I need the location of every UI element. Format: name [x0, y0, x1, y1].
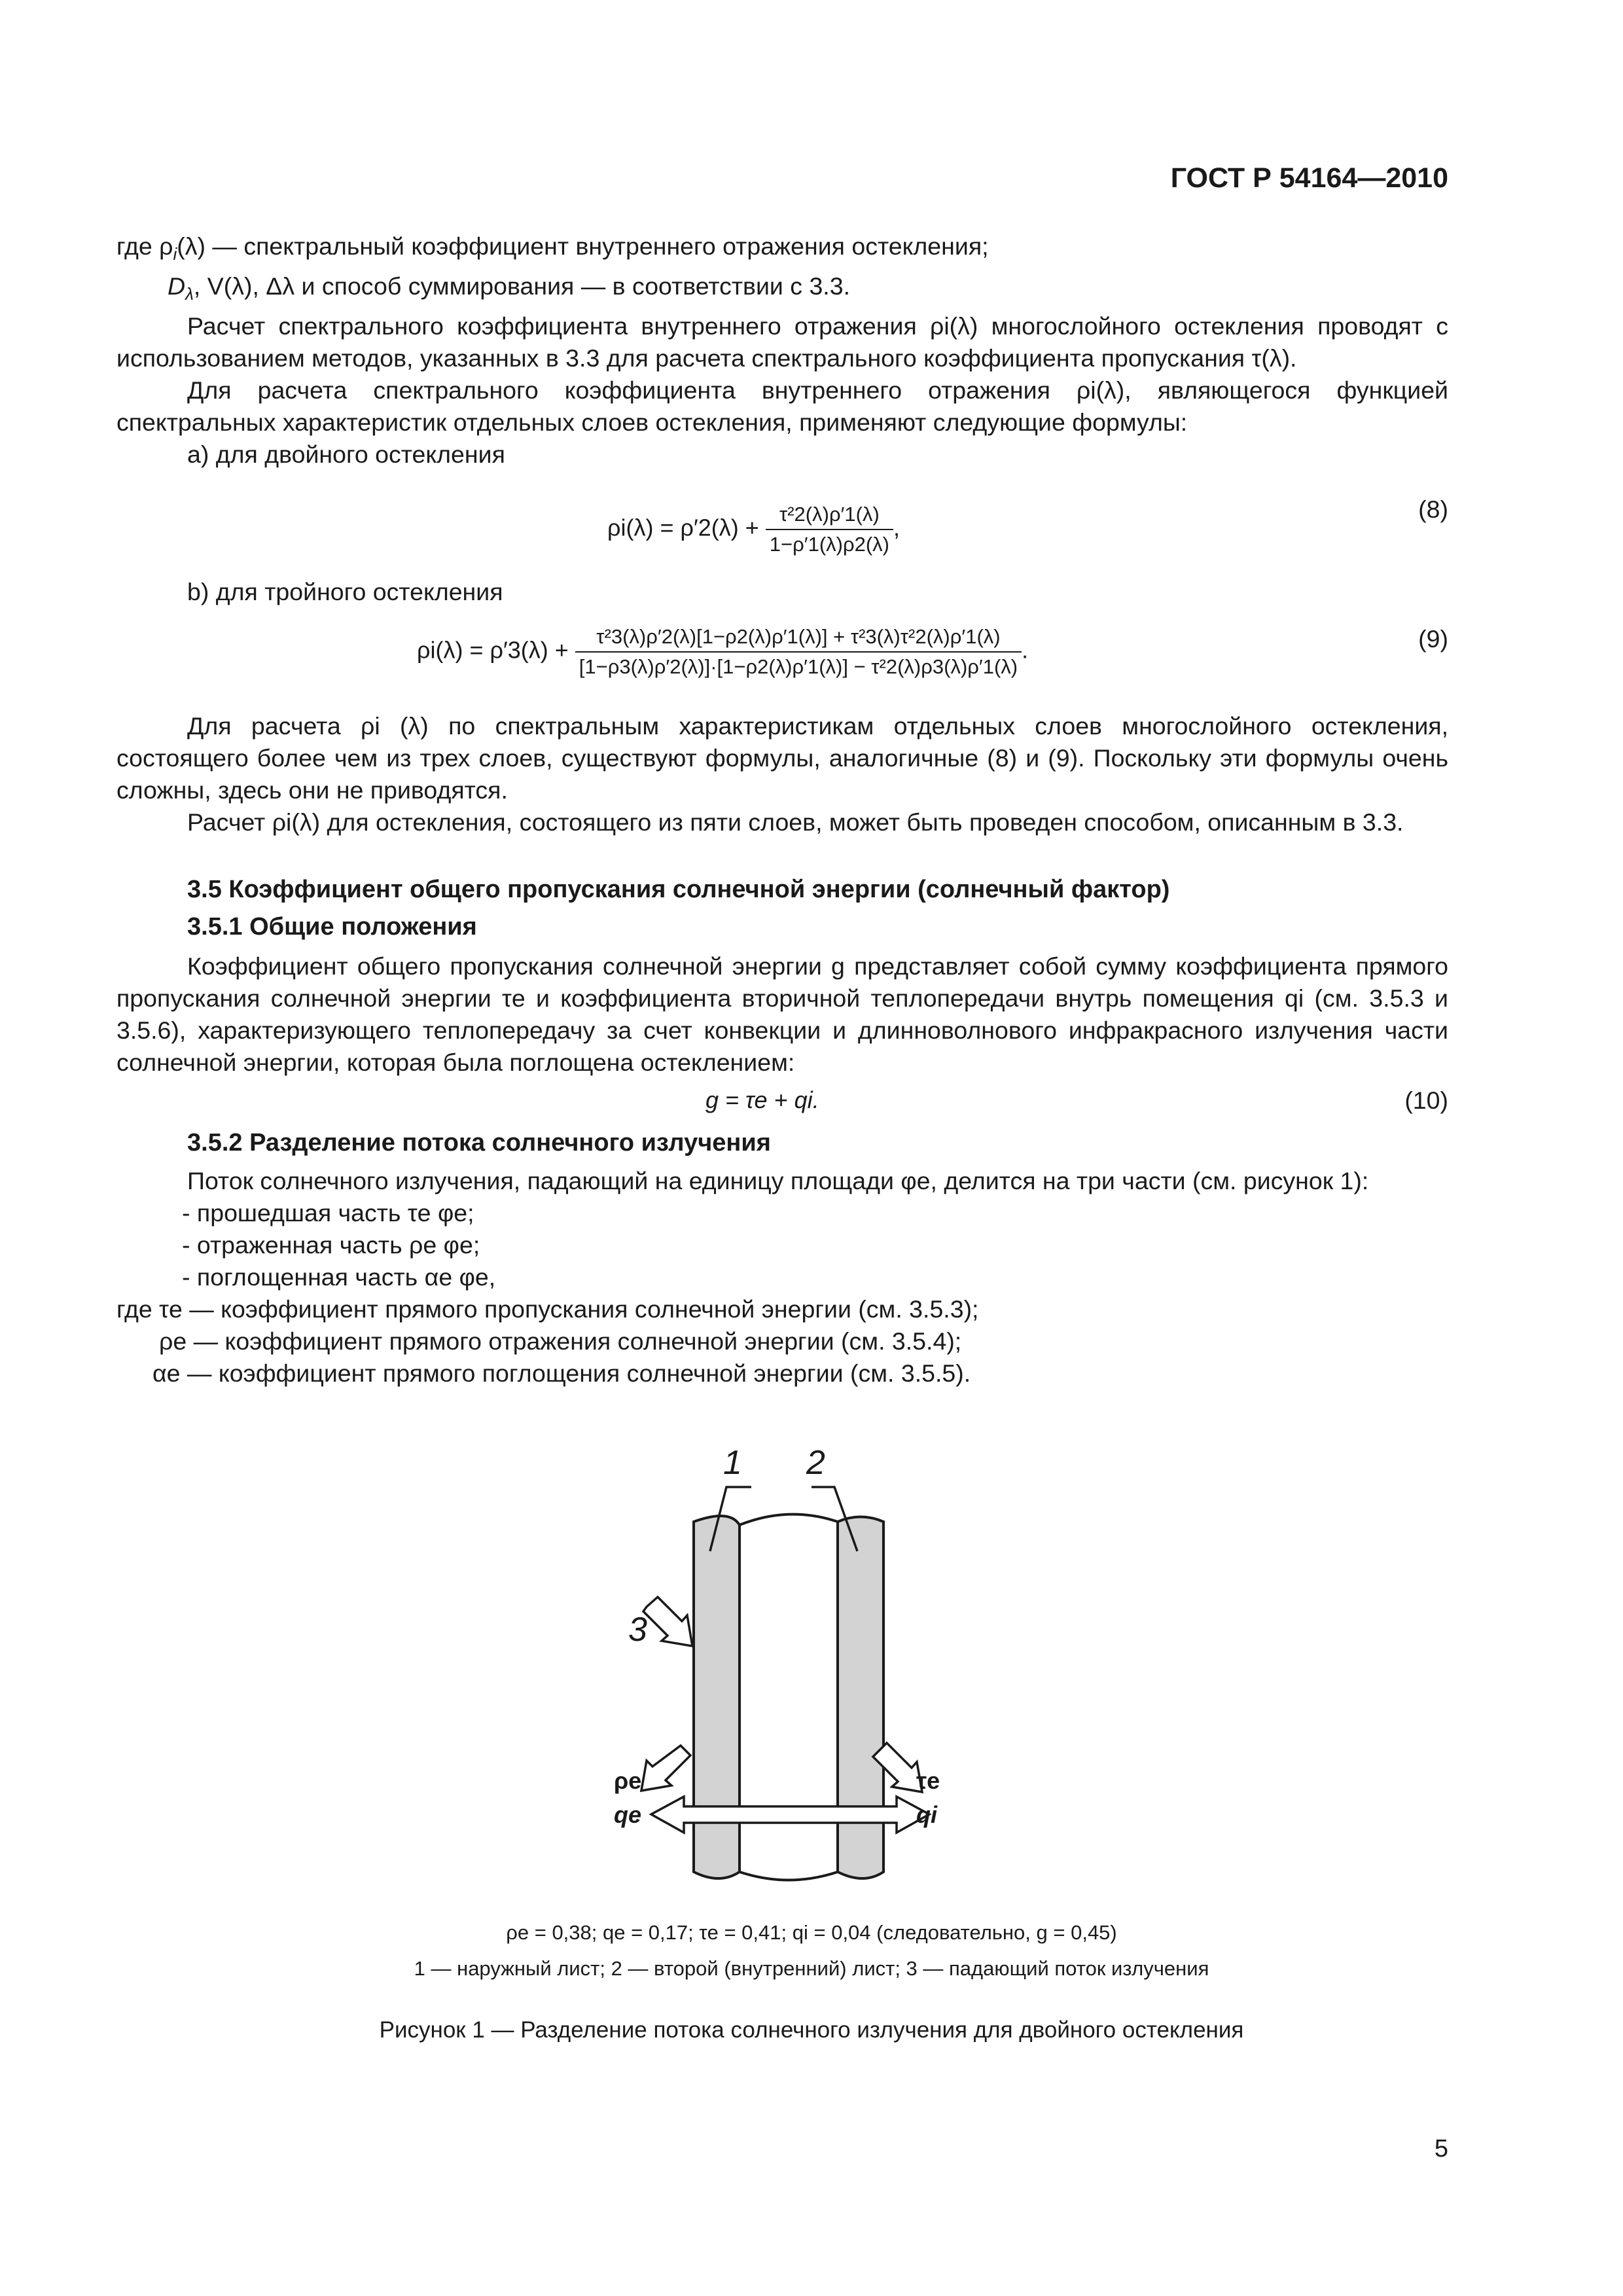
list-item-b: b) для тройного остекления	[187, 578, 503, 605]
fraction-denominator: [1−ρ3(λ)ρ′2(λ)]·[1−ρ2(λ)ρ′1(λ)] − τ²2(λ)ρ3(λ)ρ′1(λ)	[579, 655, 1018, 678]
outer-pane	[694, 1516, 740, 1878]
equation-number-8: (8)	[1418, 495, 1448, 523]
paragraph-flux: Поток солнечного излучения, падающий на единицу площади φe, делится на три части (см. рисунок 1):	[187, 1167, 1369, 1194]
equation-term: ρ′2(λ) +	[680, 514, 759, 541]
list-item-a: a) для двойного остекления	[187, 440, 505, 468]
figure-caption: Рисунок 1 — Разделение потока солнечного излучения для двойного остекления	[379, 2017, 1244, 2043]
paragraph-multilayer: Для расчета ρi (λ) по спектральным характеристикам отдельных слоев многослойного остекления, состоящего более чем из трех слоев, существуют формулы, аналогичные (8) и (9). Поскольку эти формулы очень сложны, здесь они не приводятся.	[116, 712, 1448, 804]
paragraph-method: Расчет спектрального коэффициента внутреннего отражения ρi(λ) многослойного остекления проводят с использованием методов, указанных в 3.3 для расчета спектрального коэффициента пропускания τ(λ).	[116, 312, 1448, 372]
section-heading-3-5: 3.5 Коэффициент общего пропускания солнечной энергии (солнечный фактор)	[187, 876, 1170, 903]
gap-top-edge	[740, 1515, 838, 1525]
definition-rho-e: ρe — коэффициент прямого отражения солнечной энергии (см. 3.5.4);	[159, 1327, 962, 1355]
figure-values: ρe = 0,38; qe = 0,17; τe = 0,41; qi = 0,04 (следовательно, g = 0,45)	[506, 1921, 1117, 1944]
list-item: - поглощенная часть αe φe,	[182, 1263, 496, 1291]
d-symbol: D	[168, 272, 186, 300]
page-number: 5	[1434, 2135, 1448, 2162]
rho-subscript: i	[173, 244, 177, 264]
equation-term: ρ′3(λ) +	[490, 636, 569, 664]
list-item: - прошедшая часть τe φe;	[182, 1199, 474, 1227]
equation-lhs: ρi(λ) =	[607, 514, 674, 541]
equation-punctuation: ,	[893, 514, 900, 541]
gap-bottom-edge	[740, 1872, 838, 1880]
fraction-numerator: τ²2(λ)ρ′1(λ)	[766, 503, 893, 530]
equation-10: g = τe + qi.	[705, 1086, 819, 1113]
inner-pane	[838, 1517, 883, 1879]
equation-punctuation: .	[1022, 636, 1029, 664]
section-heading-3-5-1: 3.5.1 Общие положения	[187, 913, 477, 941]
section-heading-3-5-2: 3.5.2 Разделение потока солнечного излучения	[187, 1129, 771, 1157]
figure-legend: 1 — наружный лист; 2 — второй (внутренний) лист; 3 — падающий поток излучения	[414, 1957, 1209, 1980]
fraction-numerator: τ²3(λ)ρ′2(λ)[1−ρ2(λ)ρ′1(λ)] + τ²3(λ)τ²2(λ)ρ′1(λ)	[575, 625, 1022, 653]
equation-number-9: (9)	[1418, 625, 1448, 653]
reflected-flux-arrow	[641, 1746, 690, 1791]
figure-label-2: 2	[806, 1444, 825, 1482]
list-item: - отраженная часть ρe φe;	[182, 1231, 480, 1259]
paragraph-solar-factor: Коэффициент общего пропускания солнечной энергии g представляет собой сумму коэффициента прямого пропускания солнечной энергии τe и коэффициента вторичной теплопередачи внутрь помещения qi (см. 3.5.3 и 3.5.6), характеризующего теплопередачу за счет конвекции и длинноволнового инфракрасного излучения части солнечной энергии, которая была поглощена остеклением:	[116, 952, 1448, 1076]
d-subscript: λ	[185, 284, 194, 304]
definition-tau-e: где τe — коэффициент прямого пропускания солнечной энергии (см. 3.5.3);	[116, 1295, 979, 1323]
equation-lhs: ρi(λ) =	[417, 636, 484, 664]
definition-text: , V(λ), Δλ и способ суммирования — в соответствии с 3.3.	[193, 272, 850, 300]
rho-symbol: ρ	[159, 232, 173, 260]
definition-text: (λ) — спектральный коэффициент внутреннего отражения остекления;	[177, 232, 989, 260]
definition-alpha-e: αe — коэффициент прямого поглощения солнечной энергии (см. 3.5.5).	[152, 1359, 971, 1387]
equation-number-10: (10)	[1404, 1086, 1448, 1114]
where-word: где	[116, 232, 152, 260]
figure-label-rho-e: ρe	[614, 1767, 642, 1794]
figure-label-1: 1	[723, 1444, 742, 1482]
incident-flux-arrow	[643, 1597, 692, 1646]
figure-label-3: 3	[628, 1611, 647, 1649]
figure-label-tau-e: τe	[916, 1767, 940, 1794]
standard-code: ГОСТ Р 54164—2010	[1170, 162, 1448, 194]
fraction-denominator: 1−ρ′1(λ)ρ2(λ)	[769, 533, 889, 556]
paragraph-formulas-intro: Для расчета спектрального коэффициента внутреннего отражения ρi(λ), являющегося функцией спектральных характеристик отдельных слоев остекления, применяют следующие формулы:	[116, 376, 1448, 436]
paragraph-five-layers: Расчет ρi(λ) для остекления, состоящего из пяти слоев, может быть проведен способом, описанным в 3.3.	[187, 808, 1404, 836]
figure-label-q-i: qi	[916, 1801, 937, 1828]
figure-label-q-e: qe	[614, 1801, 642, 1828]
